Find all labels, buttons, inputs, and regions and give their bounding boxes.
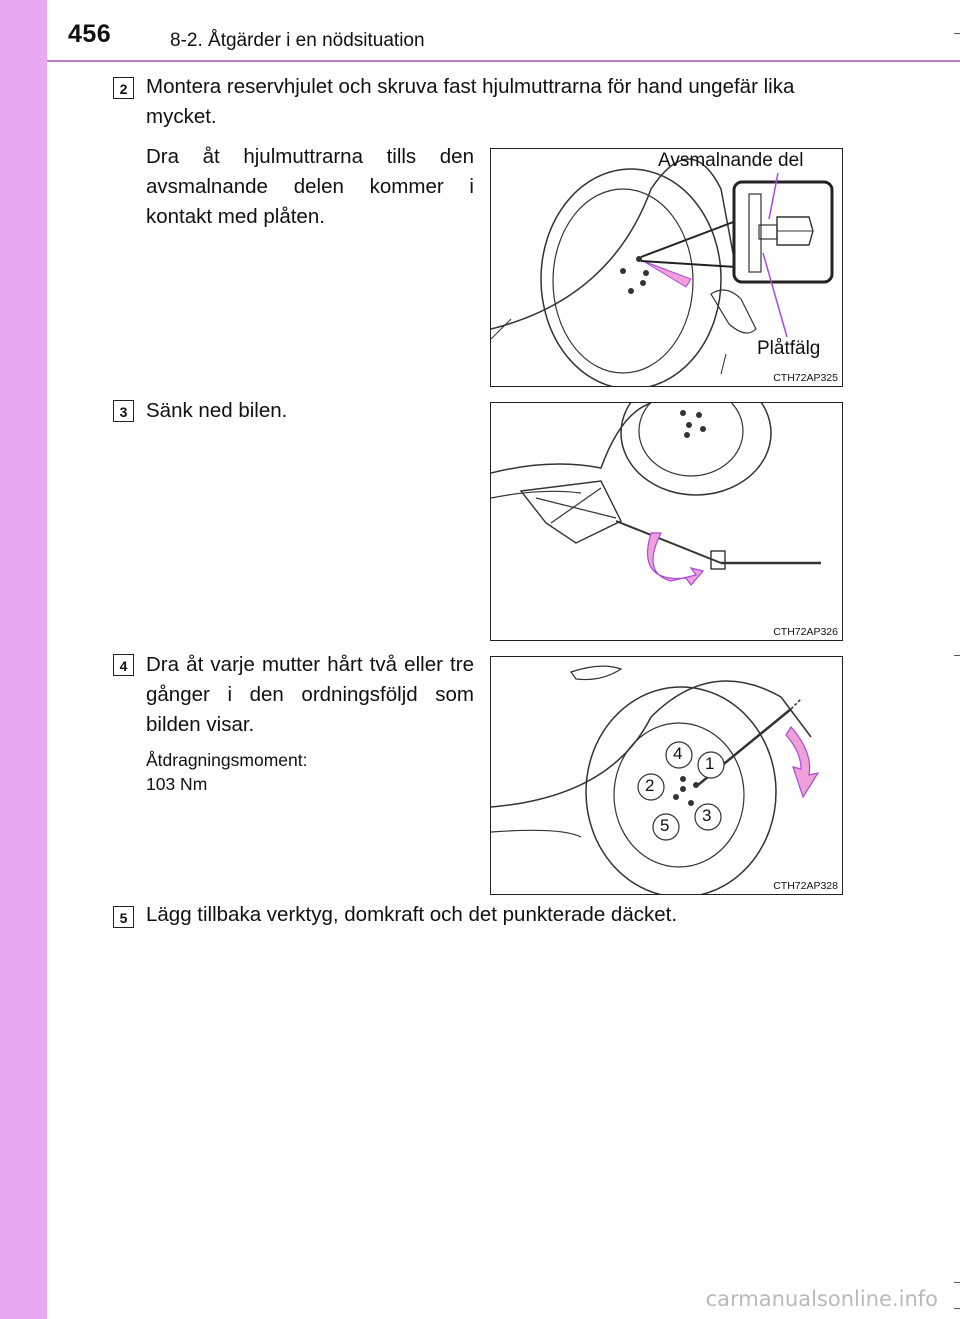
step-number-5: 5 <box>113 906 134 928</box>
section-title: 8-2. Åtgärder i en nödsituation <box>170 30 425 51</box>
step-number-3: 3 <box>113 400 134 422</box>
figure-code: CTH72AP328 <box>773 880 838 892</box>
figure-wheel-mounting <box>490 148 843 387</box>
order-number-1: 1 <box>705 754 715 773</box>
margin-tick <box>954 1308 960 1309</box>
margin-tick <box>954 655 960 656</box>
label-steel-rim: Plåtfälg <box>757 338 821 359</box>
order-number-3: 3 <box>702 806 712 825</box>
step-number-2: 2 <box>113 77 134 99</box>
step-5-text: Lägg tillbaka verktyg, domkraft och det punkterade däcket. <box>146 903 678 926</box>
figure-code: CTH72AP326 <box>773 626 838 638</box>
figure-code: CTH72AP325 <box>773 372 838 384</box>
step-2-subtext: Dra åt hjulmuttrarna tills den avsmalnande delen kommer i kontakt med plåten. <box>146 145 474 228</box>
page-number: 456 <box>68 20 112 48</box>
tightening-order-illustration <box>491 657 843 895</box>
header-divider <box>47 60 960 62</box>
order-number-5: 5 <box>660 816 670 835</box>
step-3-text: Sänk ned bilen. <box>146 399 288 422</box>
step-number-4: 4 <box>113 654 134 676</box>
step-2-text: Montera reservhjulet och skruva fast hjulmuttrarna för hand ungefär lika mycket. <box>146 75 795 128</box>
margin-tick <box>954 33 960 34</box>
torque-label: Åtdragningsmoment: <box>146 750 308 770</box>
chapter-sidebar <box>0 0 47 1319</box>
order-number-2: 2 <box>645 776 655 795</box>
step-4-text: Dra åt varje mutter hårt två eller tre gånger i den ordningsföljd som bilden visar. <box>146 653 474 736</box>
jack-lowering-illustration <box>491 403 843 641</box>
watermark: carmanualsonline.info <box>705 1287 938 1311</box>
figure-tighten-order <box>490 656 843 895</box>
order-number-4: 4 <box>673 744 683 763</box>
label-tapered-part: Avsmalnande del <box>658 150 804 171</box>
figure-lower-car <box>490 402 843 641</box>
margin-tick <box>954 1282 960 1283</box>
torque-value: 103 Nm <box>146 774 208 794</box>
